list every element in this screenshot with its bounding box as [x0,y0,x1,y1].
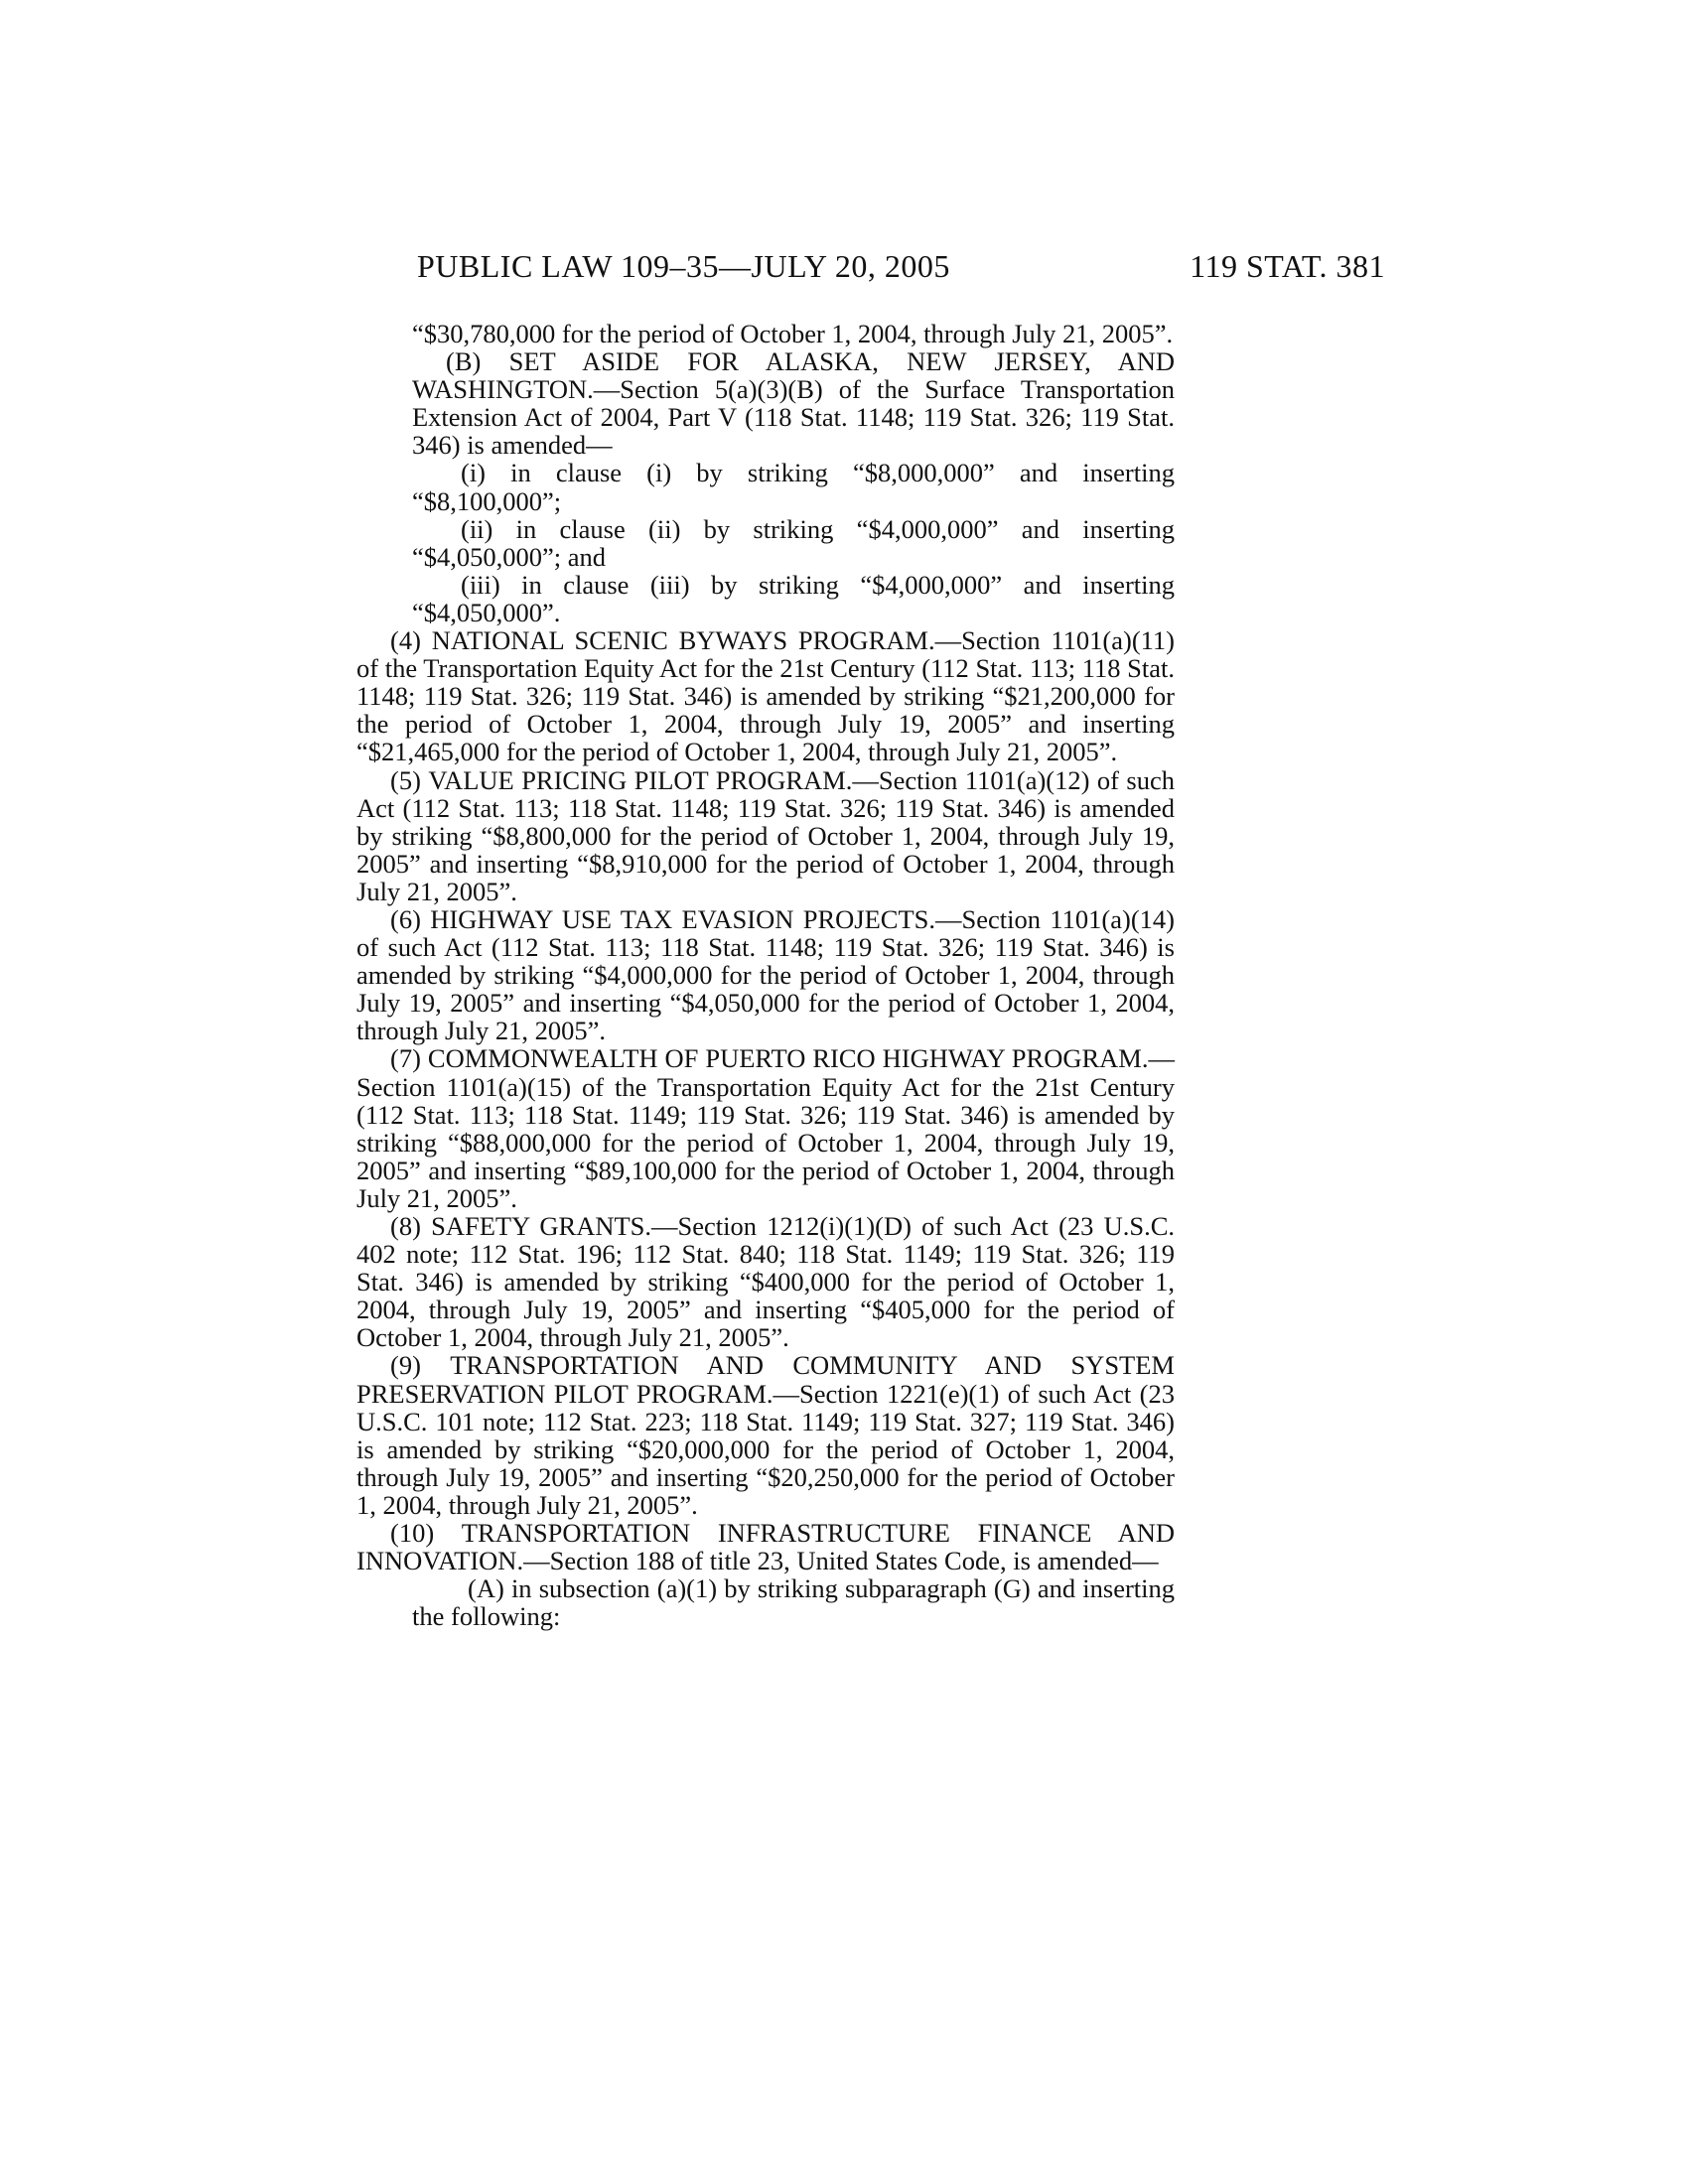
paragraph-6: (6) HIGHWAY USE TAX EVASION PROJECTS.—Section 1101(a)(14) of such Act (112 Stat. 113; 118 Stat. 1148; 119 Stat. 326; 119 Stat. 346) is amended by striking “$4,000,000 for the period of October 1, 2004, through July 19, 2005” and inserting “$4,050,000 for the period of October 1, 2004, through July 21, 2005”. [356,903,1175,1046]
clause-ii: (ii) in clause (ii) by striking “$4,000,000” and inserting “$4,050,000”; and [412,513,1175,572]
paragraph-9: (9) TRANSPORTATION AND COMMUNITY AND SYSTEM PRESERVATION PILOT PROGRAM.—Section 1221(e)(1) of such Act (23 U.S.C. 101 note; 112 Stat. 223; 118 Stat. 1149; 119 Stat. 327; 119 Stat. 346) is amended by striking “$20,000,000 for the period of October 1, 2004, through July 19, 2005” and inserting “$20,250,000 for the period of October 1, 2004, through July 21, 2005”. [356,1350,1175,1520]
paragraph-8: (8) SAFETY GRANTS.—Section 1212(i)(1)(D) of such Act (23 U.S.C. 402 note; 112 Stat. 196; 112 Stat. 840; 118 Stat. 1149; 119 Stat. 326; 119 Stat. 346) is amended by striking “$400,000 for the period of October 1, 2004, through July 19, 2005” and inserting “$405,000 for the period of October 1, 2004, through July 21, 2005”. [356,1211,1175,1353]
running-head-title: PUBLIC LAW 109–35—JULY 20, 2005 [417,248,950,284]
clause-i: (i) in clause (i) by striking “$8,000,000” and inserting “$8,100,000”; [412,458,1175,516]
page-header [417,248,1385,288]
paragraph-7: (7) COMMONWEALTH OF PUERTO RICO HIGHWAY PROGRAM.—Section 1101(a)(15) of the Transportation Equity Act for the 21st Century (112 Stat. 113; 118 Stat. 1149; 119 Stat. 326; 119 Stat. 346) is amended by striking “$88,000,000 for the period of October 1, 2004, through July 19, 2005” and inserting “$89,100,000 for the period of October 1, 2004, through July 21, 2005”. [356,1043,1175,1213]
clause-iii: (iii) in clause (iii) by striking “$4,000,000” and inserting “$4,050,000”. [412,569,1175,627]
paragraph-4: (4) NATIONAL SCENIC BYWAYS PROGRAM.—Section 1101(a)(11) of the Transportation Equity Act for the 21st Century (112 Stat. 113; 118 Stat. 1148; 119 Stat. 326; 119 Stat. 346) is amended by striking “$21,200,000 for the period of October 1, 2004, through July 19, 2005” and inserting “$21,465,000 for the period of October 1, 2004, through July 21, 2005”. [356,625,1175,767]
document-body [356,320,1175,1630]
paragraph-continuation: “$30,780,000 for the period of October 1, 2004, through July 21, 2005”. [412,319,1174,348]
paragraph-5: (5) VALUE PRICING PILOT PROGRAM.—Section 1101(a)(12) of such Act (112 Stat. 113; 118 Stat. 1148; 119 Stat. 326; 119 Stat. 346) is amended by striking “$8,800,000 for the period of October 1, 2004, through July 19, 2005” and inserting “$8,910,000 for the period of October 1, 2004, through July 21, 2005”. [356,764,1175,906]
subparagraph-a: (A) in subsection (a)(1) by striking subparagraph (G) and inserting the following: [412,1573,1175,1632]
paragraph-10: (10) TRANSPORTATION INFRASTRUCTURE FINANCE AND INNOVATION.—Section 188 of title 23, United States Code, is amended— [356,1518,1175,1576]
subparagraph-b: (B) SET ASIDE FOR ALASKA, NEW JERSEY, AND WASHINGTON.—Section 5(a)(3)(B) of the Surface Transportation Extension Act of 2004, Part V (118 Stat. 1148; 119 Stat. 326; 119 Stat. 346) is amended— [412,346,1176,461]
statute-page-number: 119 STAT. 381 [1190,248,1385,284]
